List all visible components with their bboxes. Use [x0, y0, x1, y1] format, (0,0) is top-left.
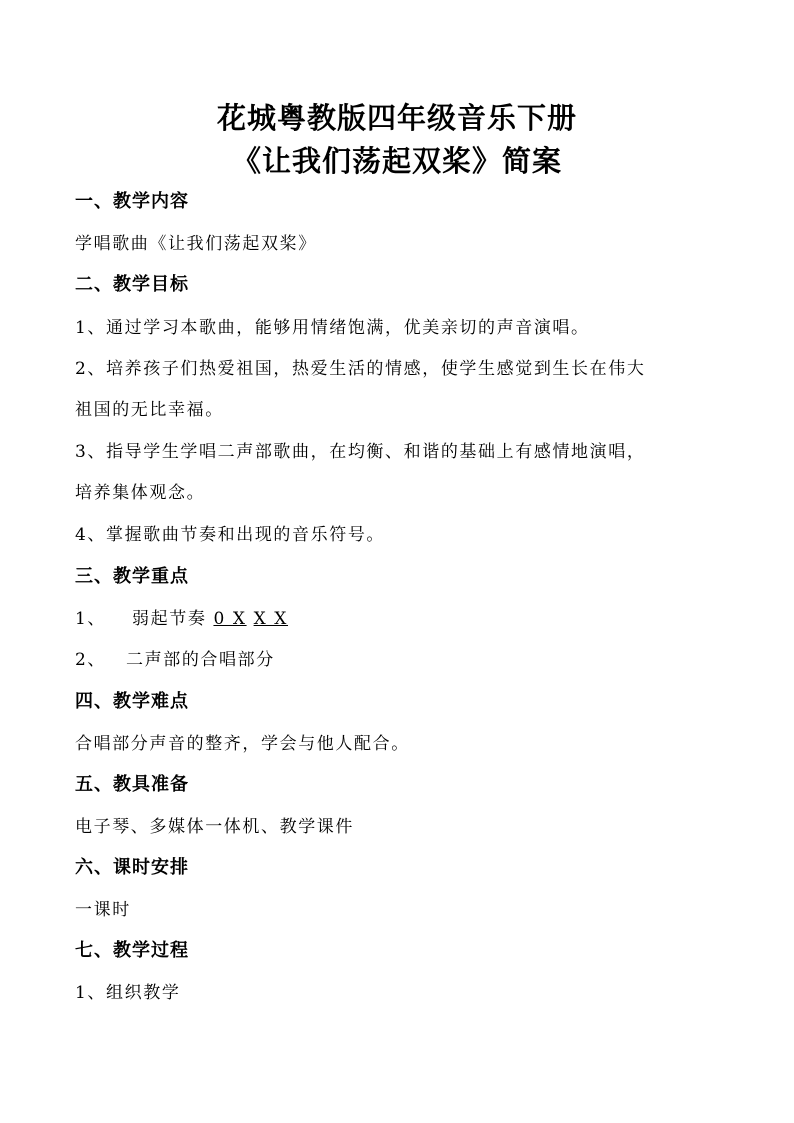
- document-subtitle: 《让我们荡起双桨》简案: [231, 144, 562, 178]
- objective-2-line2: 祖国的无比幸福。: [75, 400, 224, 420]
- objective-3-line1: 3、指导学生学唱二声部歌曲，在均衡、和谐的基础上有感情地演唱，: [75, 442, 646, 462]
- content-paragraph: 学唱歌曲《让我们荡起双桨》: [75, 234, 317, 254]
- key-point-2: [75, 648, 275, 672]
- section-heading-objectives: 二、教学目标: [75, 274, 189, 295]
- schedule-paragraph: 一课时: [75, 900, 131, 920]
- process-step-1: 1、组织教学: [75, 983, 181, 1003]
- difficulty-paragraph: 合唱部分声音的整齐，学会与他人配合。: [75, 734, 410, 754]
- section-heading-materials: 五、教具准备: [75, 774, 189, 795]
- key-point-2-text: 二声部的合唱部分: [126, 650, 275, 670]
- objective-3-line2: 培养集体观念。: [75, 483, 206, 503]
- section-heading-difficulties: 四、教学难点: [75, 691, 189, 712]
- objective-4: 4、掌握歌曲节奏和出现的音乐符号。: [75, 525, 386, 545]
- key-point-1-text: 弱起节奏: [132, 609, 207, 629]
- section-heading-process: 七、教学过程: [75, 940, 189, 961]
- materials-paragraph: 电子琴、多媒体一体机、教学课件: [75, 817, 354, 837]
- key-point-1-number: 1、: [75, 609, 107, 629]
- key-point-1: [75, 607, 288, 631]
- key-point-2-number: 2、: [75, 650, 107, 670]
- objective-1: 1、通过学习本歌曲，能够用情绪饱满，优美亲切的声音演唱。: [75, 318, 590, 338]
- section-heading-schedule: 六、课时安排: [75, 857, 189, 878]
- section-heading-key-points: 三、教学重点: [75, 566, 189, 587]
- rhythm-notation-b: X X: [253, 609, 289, 629]
- objective-2-line1: 2、培养孩子们热爱祖国，热爱生活的情感，使学生感觉到生长在伟大: [75, 359, 646, 379]
- rhythm-notation-a: 0 X: [213, 609, 247, 629]
- section-heading-content: 一、教学内容: [75, 191, 189, 212]
- document-title: 花城粤教版四年级音乐下册: [216, 101, 577, 135]
